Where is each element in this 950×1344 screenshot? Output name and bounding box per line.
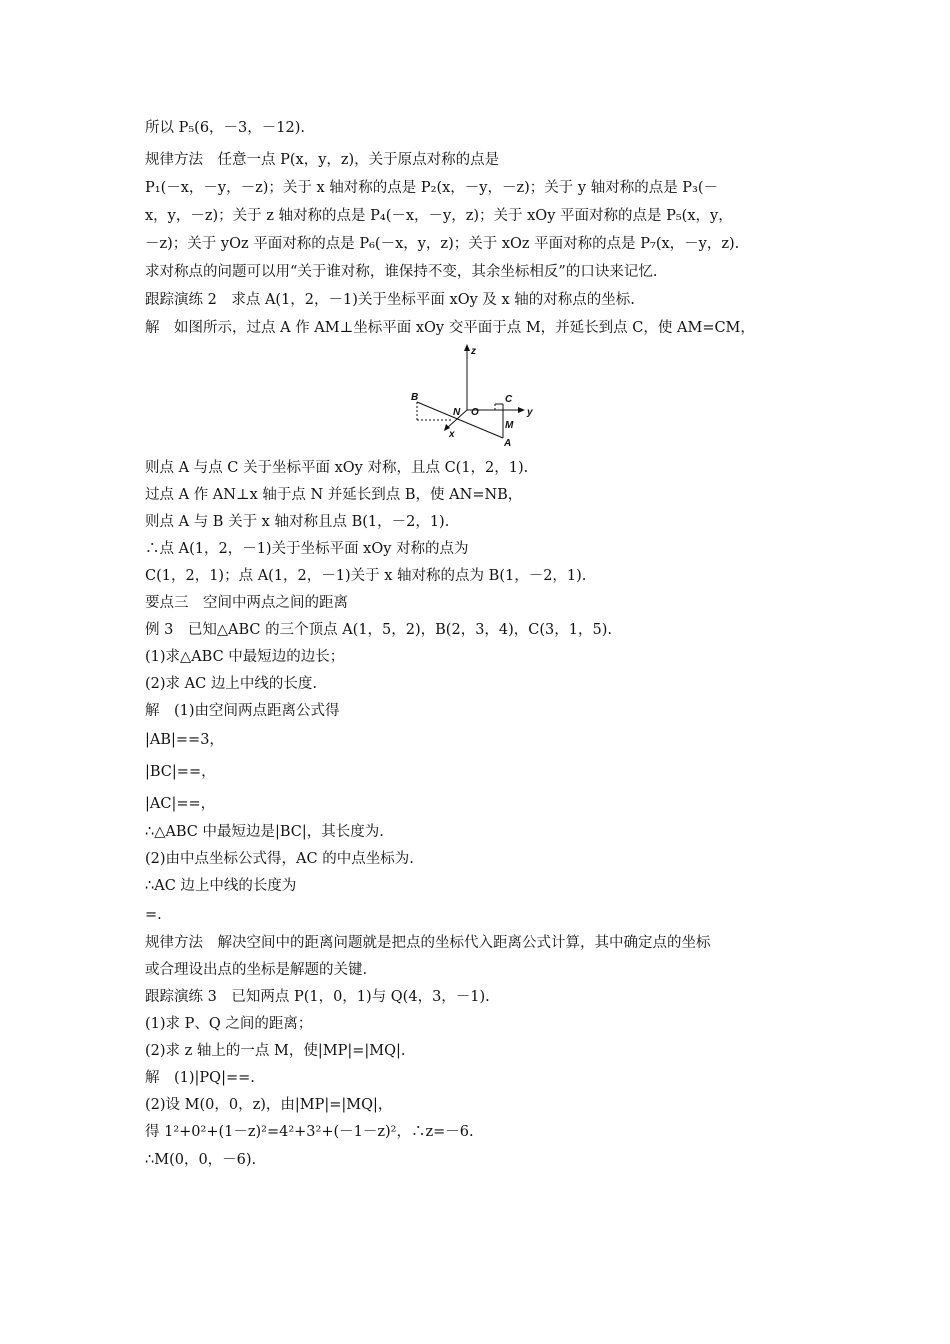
text-line: 求对称点的问题可以用“关于谁对称，谁保持不变，其余坐标相反”的口诀来记忆. xyxy=(145,264,658,280)
label-o: O xyxy=(471,407,479,418)
text-line: 解 (1)由空间两点距离公式得 xyxy=(145,703,340,719)
text-line: 则点 A 与点 C 关于坐标平面 xOy 对称，且点 C(1，2，1). xyxy=(145,460,529,476)
label-a: A xyxy=(504,438,512,449)
text-line: 规律方法 解决空间中的距离问题就是把点的坐标代入距离公式计算，其中确定点的坐标 xyxy=(145,935,711,951)
text-line: ∴△ABC 中最短边是|BC|，其长度为. xyxy=(145,824,384,840)
text-line: 所以 P₅(6，－3，－12). xyxy=(145,120,306,136)
text-line: ∴AC 边上中线的长度为 xyxy=(145,878,297,894)
text-line: (2)求 AC 边上中线的长度. xyxy=(145,676,317,692)
text-line: 则点 A 与 B 关于 x 轴对称且点 B(1，－2，1). xyxy=(145,514,450,530)
label-b: B xyxy=(411,392,419,403)
y-axis-arrow xyxy=(518,407,525,413)
label-x: x xyxy=(449,429,455,440)
label-z: z xyxy=(471,346,476,357)
text-line: |BC|==， xyxy=(145,764,216,780)
text-line: ∴点 A(1，2，－1)关于坐标平面 xOy 对称的点为 xyxy=(145,541,469,557)
text-line: 解 如图所示，过点 A 作 AM⊥坐标平面 xOy 交平面于点 M，并延长到点 C，使 AM=CM， xyxy=(145,320,755,336)
z-axis-arrow xyxy=(464,344,470,351)
text-line: 跟踪演练 3 已知两点 P(1，0，1)与 Q(4，3，－1). xyxy=(145,989,490,1005)
text-line: x，y，－z)；关于 z 轴对称的点是 P₄(－x，－y，z)；关于 xOy 平面对称的点是 P₅(x，y， xyxy=(145,208,733,224)
text-line: |AC|==， xyxy=(145,796,216,812)
text-line: P₁(－x，－y，－z)；关于 x 轴对称的点是 P₂(x，－y，－z)；关于 y 轴对称的点是 P₃(－ xyxy=(145,180,719,196)
text-line: －z)；关于 yOz 平面对称的点是 P₆(－x，y，z)；关于 xOz 平面对称的点是 P₇(x，－y，z). xyxy=(145,236,740,252)
text-line: (2)求 z 轴上的一点 M，使|MP|=|MQ|. xyxy=(145,1043,406,1059)
text-line: 例 3 已知△ABC 的三个顶点 A(1，5，2)，B(2，3，4)，C(3，1，5). xyxy=(145,622,612,638)
text-line: |AB|==3， xyxy=(145,732,224,748)
text-line: 规律方法 任意一点 P(x，y，z)，关于原点对称的点是 xyxy=(145,152,500,168)
text-line: 过点 A 作 AN⊥x 轴于点 N 并延长到点 B，使 AN=NB， xyxy=(145,487,523,503)
text-line: (1)求 P、Q 之间的距离； xyxy=(145,1016,313,1032)
coordinate-diagram xyxy=(405,340,545,450)
text-line: (2)设 M(0，0，z)，由|MP|=|MQ|， xyxy=(145,1097,393,1113)
text-line: (1)求△ABC 中最短边的边长； xyxy=(145,649,345,665)
text-line: 或合理设出点的坐标是解题的关键. xyxy=(145,962,368,978)
text-line: 要点三 空间中两点之间的距离 xyxy=(145,595,348,611)
diagram-svg xyxy=(405,340,545,450)
label-c: C xyxy=(505,394,513,405)
text-line: 解 (1)|PQ|==. xyxy=(145,1070,255,1086)
text-line: =. xyxy=(145,907,162,923)
text-line: C(1，2，1)；点 A(1，2，－1)关于 x 轴对称的点为 B(1，－2，1). xyxy=(145,568,587,584)
text-line: ∴M(0，0，－6). xyxy=(145,1152,257,1168)
text-line: 跟踪演练 2 求点 A(1，2，－1)关于坐标平面 xOy 及 x 轴的对称点的坐标. xyxy=(145,292,635,308)
label-n: N xyxy=(453,407,461,418)
text-line: 得 1²+0²+(1－z)²=4²+3²+(－1－z)²，∴z=－6. xyxy=(145,1124,474,1140)
label-y: y xyxy=(527,407,533,418)
label-m: M xyxy=(505,420,514,431)
text-line: (2)由中点坐标公式得，AC 的中点坐标为. xyxy=(145,851,414,867)
